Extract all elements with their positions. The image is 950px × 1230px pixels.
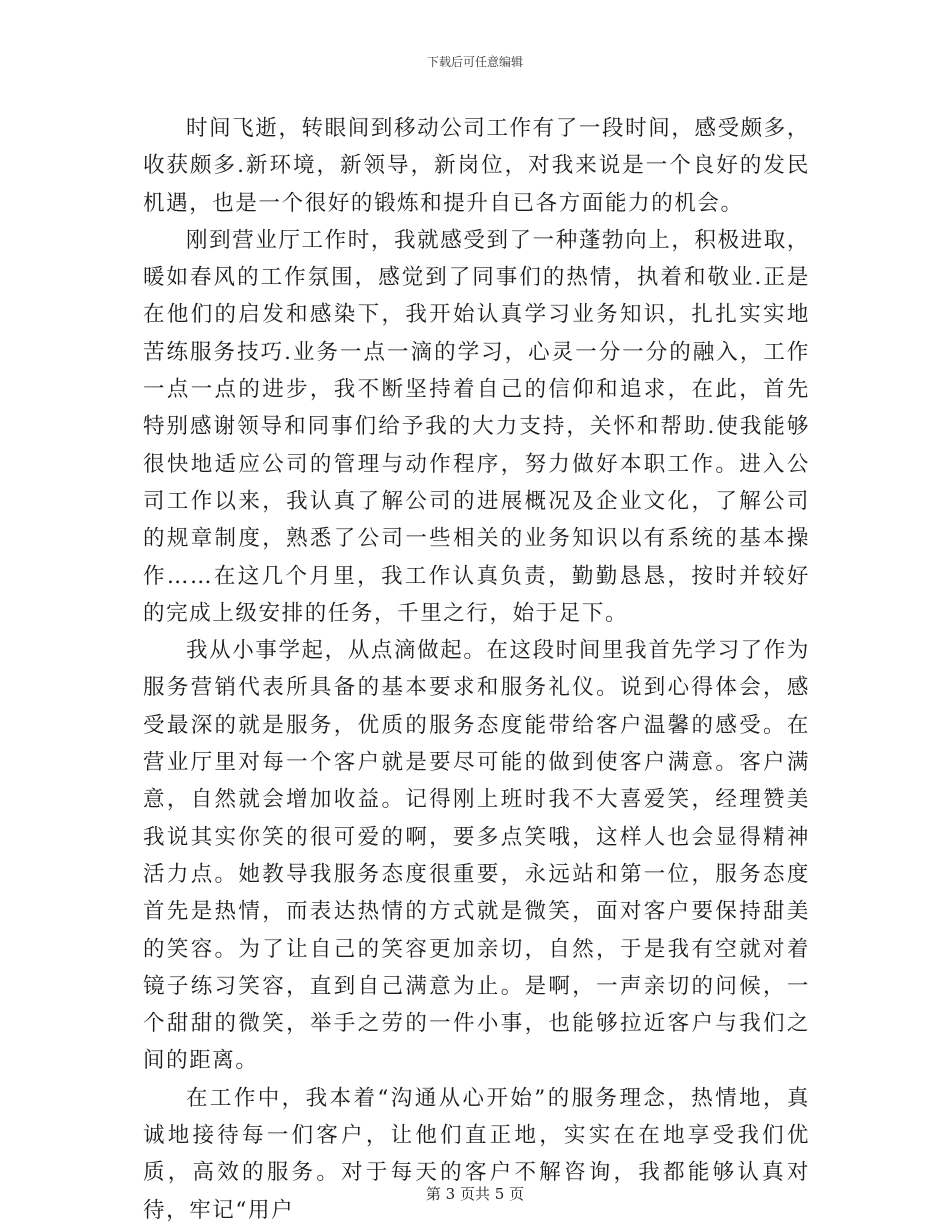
page-footer: 第 3 页共 5 页 <box>425 1185 525 1203</box>
paragraph-3: 我从小事学起，从点滴做起。在这段时间里我首先学习了作为服务营销代表所具备的基本要求和服务礼仪。说到心得体会，感受最深的就是服务，优质的服务态度能带给客户温馨的感受。在营业厅里对每一个客户就是要尽可能的做到使客户满意。客户满意，自然就会增加收益。记得刚上班时我不大喜爱笑，经理赞美我说其实你笑的很可爱的啊，要多点笑哦，这样人也会显得精神活力点。她教导我服务态度很重要，永远站和第一位，服务态度首先是热情，而表达热情的方式就是微笑，面对客户要保持甜美的笑容。为了让自己的笑容更加亲切，自然，于是我有空就对着镜子练习笑容，直到自己满意为止。是啊，一声亲切的问候，一个甜甜的微笑，举手之劳的一件小事，也能够拉近客户与我们之间的距离。 <box>143 638 810 1074</box>
paragraph-4: 在工作中，我本着“沟通从心开始”的服务理念，热情地，真诚地接待每一们客户，让他们直正地，实实在在地享受我们优质，高效的服务。对于每天的客户不解咨询，我都能够认真对待，牢记“用户 <box>143 1085 810 1223</box>
paragraph-2: 刚到营业厅工作时，我就感受到了一种蓬勃向上，积极进取，暖如春风的工作氛围，感觉到了同事们的热情，执着和敬业.正是在他们的启发和感染下，我开始认真学习业务知识，扎扎实实地苦练服务技巧.业务一点一滴的学习，心灵一分一分的融入，工作一点一点的进步，我不断坚持着自己的信仰和追求，在此，首先特别感谢领导和同事们给予我的大力支持，关怀和帮助.使我能够很快地适应公司的管理与动作程序，努力做好本职工作。进入公司工作以来，我认真了解公司的进展概况及企业文化，了解公司的规章制度，熟悉了公司一些相关的业务知识以有系统的基本操作……在这几个月里，我工作认真负责，勤勤恳恳，按时并较好的完成上级安排的任务，千里之行，始于足下。 <box>143 227 810 626</box>
document-body <box>143 110 810 1229</box>
page-header: 下载后可任意编辑 <box>426 55 523 69</box>
paragraph-1: 时间飞逝，转眼间到移动公司工作有了一段时间，感受颇多，收获颇多.新环境，新领导，新岗位，对我来说是一个良好的发民机遇，也是一个很好的锻炼和提升自已各方面能力的机会。 <box>143 116 810 216</box>
